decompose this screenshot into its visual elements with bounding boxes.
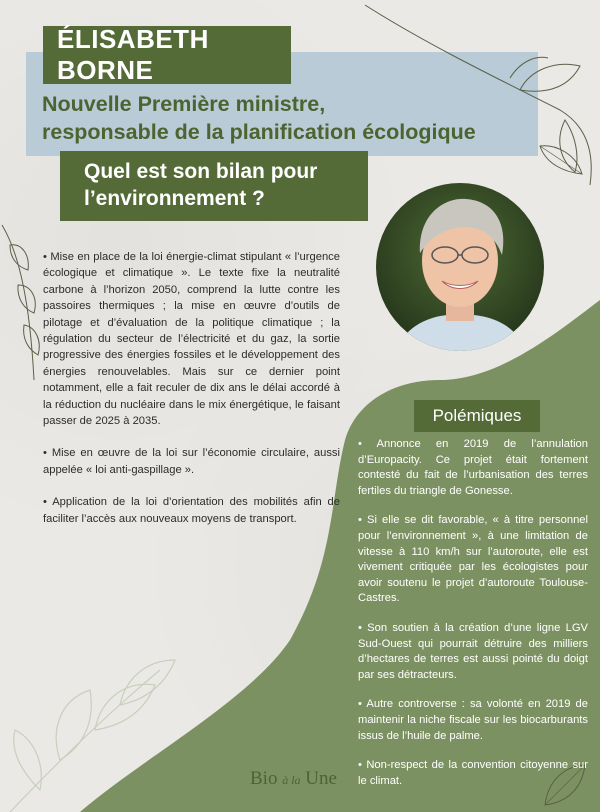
polemique-item-4: • Autre controverse : sa volonté en 2019 de maintenir la niche fiscale sur les biocarburants issus de l’huile de palme.	[358, 698, 588, 742]
bio-a-la-une-logo	[250, 768, 337, 790]
bilan-item-2: • Mise en œuvre de la loi sur l’économie circulaire, aussi appelée « loi anti-gaspillage ».	[43, 447, 340, 476]
question-heading	[60, 151, 368, 221]
bilan-item-1: • Mise en place de la loi énergie-climat stipulant « l’urgence écologique et climatique ». Le texte fixe la neutralité carbone à l’horizon 2050, comprend la lutte contre les passoires thermiques ; la mise en œuvre d’outils de pilotage et d’évaluation de la politique climatique ; la régulation du secteur de l’électricité et du gaz, la sortie progressive des énergies fossiles et le développement des énergies renouvelables. Mais sur ce dernier point notamment, elle a fait reculer de dix ans le délai accordé à la réduction du nucléaire dans le mix énergétique, le faisant passer de 2025 à 2035.	[43, 251, 340, 428]
page-subtitle	[42, 90, 522, 146]
logo-part-a-la: à la	[282, 773, 301, 787]
bilan-list	[43, 249, 340, 543]
bilan-item-3: • Application de la loi d’orientation des mobilités afin de faciliter l’accès aux nouveaux moyens de transport.	[43, 496, 340, 525]
page-title: ÉLISABETH BORNE	[43, 26, 291, 84]
question-line-2: l’environnement ?	[84, 187, 265, 210]
polemique-item-1: • Annonce en 2019 de l’annulation d’Europacity. Ce projet était fortement contesté du fait de l’urbanisation des terres fertiles du triangle de Gonesse.	[358, 438, 588, 497]
subtitle-line-2: responsable de la planification écologique	[42, 120, 476, 144]
polemique-item-2: • Si elle se dit favorable, « à titre personnel pour l’environnement », à une limitation de vitesse à 110 km/h sur l’autoroute, elle est vivement critiquée par les écologistes pour avoir soutenu le projet d’autoroute Toulouse-Castres.	[358, 514, 588, 605]
leaf-decoration-right-icon	[536, 140, 586, 180]
logo-part-une: Une	[305, 768, 337, 789]
portrait-photo	[376, 183, 544, 351]
polemiques-list	[358, 437, 588, 803]
polemique-item-3: • Son soutien à la création d’une ligne LGV Sud-Ouest qui pourrait détruire des milliers d’hectares de terres est aussi pointé du doigt par ses détracteurs.	[358, 621, 588, 681]
polemiques-heading: Polémiques	[414, 400, 540, 432]
polemique-item-5: • Non-respect de la convention citoyenne sur le climat.	[358, 759, 588, 787]
logo-part-bio: Bio	[250, 768, 278, 789]
question-line-1: Quel est son bilan pour	[84, 160, 318, 183]
subtitle-line-1: Nouvelle Première ministre,	[42, 92, 326, 116]
leaf-decoration-bottom-left-icon	[0, 630, 200, 812]
